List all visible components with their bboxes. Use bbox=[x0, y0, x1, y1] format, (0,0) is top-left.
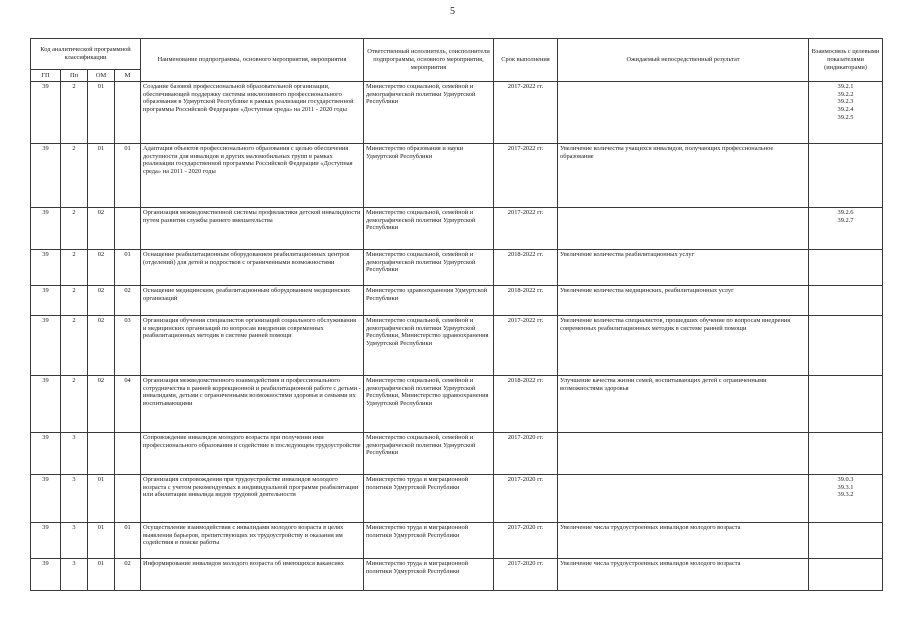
page-number: 5 bbox=[450, 6, 455, 17]
code-m-cell: 01 bbox=[115, 250, 141, 286]
name-header: Наименование подпрограммы, основного мероприятия, мероприятия bbox=[141, 39, 364, 82]
table-row bbox=[31, 250, 883, 286]
term-cell: 2017-2022 гг. bbox=[494, 144, 558, 208]
activity-name-cell: Оснащение медицинским, реабилитационным оборудованием медицинских организаций bbox=[141, 286, 364, 316]
pp-column-header: Пп bbox=[61, 70, 88, 82]
code-gp-cell: 39 bbox=[31, 475, 61, 523]
code-m-cell bbox=[115, 433, 141, 475]
table-row bbox=[31, 286, 883, 316]
code-pp-cell: 3 bbox=[61, 475, 88, 523]
indicators-cell bbox=[809, 475, 883, 523]
activity-name-cell: Оснащение реабилитационным оборудованием реабилитационных центров (отделений) для детей и подростков с ограниченными возможностями bbox=[141, 250, 364, 286]
code-m-cell bbox=[115, 208, 141, 250]
code-om-cell: 02 bbox=[88, 250, 115, 286]
indicator-code: 39.2.1 bbox=[837, 83, 854, 90]
code-om-cell: 02 bbox=[88, 208, 115, 250]
code-gp-cell: 39 bbox=[31, 559, 61, 591]
result-cell: Увеличение количества специалистов, прошедших обучение по вопросам внедрения современных реабилитационных методик в системе ранней помощи bbox=[558, 316, 809, 376]
indicator-code: 39.2.7 bbox=[837, 216, 854, 224]
indicators-cell bbox=[809, 286, 883, 316]
code-pp-cell: 2 bbox=[61, 316, 88, 376]
table-row bbox=[31, 475, 883, 523]
activity-name-cell: Организация межведомственной системы профилактики детской инвалидности путем развития службы раннего вмешательства bbox=[141, 208, 364, 250]
executor-cell: Министерство труда и миграционной политики Удмуртской Республики bbox=[364, 475, 494, 523]
result-cell bbox=[558, 433, 809, 475]
executor-cell: Министерство образования и науки Удмуртской Республики bbox=[364, 144, 494, 208]
indicator-code: 39.2.2 bbox=[837, 90, 854, 98]
m-column-header: М bbox=[115, 70, 141, 82]
code-om-cell: 02 bbox=[88, 286, 115, 316]
result-cell: Увеличение количества реабилитационных услуг bbox=[558, 250, 809, 286]
indicators-cell bbox=[809, 433, 883, 475]
code-om-cell: 02 bbox=[88, 376, 115, 433]
code-gp-cell: 39 bbox=[31, 316, 61, 376]
code-om-cell: 01 bbox=[88, 523, 115, 559]
table-row bbox=[31, 376, 883, 433]
term-cell: 2017-2022 гг. bbox=[494, 316, 558, 376]
executor-cell: Министерство социальной, семейной и демографической политики Удмуртской Республики bbox=[364, 433, 494, 475]
code-pp-cell: 3 bbox=[61, 433, 88, 475]
term-cell: 2017-2022 гг. bbox=[494, 82, 558, 144]
executor-cell: Министерство социальной, семейной и демографической политики Удмуртской Республики bbox=[364, 82, 494, 144]
result-header: Ожидаемый непосредственный результат bbox=[558, 39, 809, 82]
indicator-code: 39.3.1 bbox=[837, 483, 854, 491]
indicators-cell bbox=[809, 523, 883, 559]
activity-name-cell: Сопровождение инвалидов молодого возраста при получении ими профессионального образования и содействие в последующем трудоустройстве bbox=[141, 433, 364, 475]
om-column-header: ОМ bbox=[88, 70, 115, 82]
indicators-cell bbox=[809, 376, 883, 433]
code-pp-cell: 2 bbox=[61, 208, 88, 250]
code-om-cell: 01 bbox=[88, 82, 115, 144]
code-gp-cell: 39 bbox=[31, 376, 61, 433]
table-row bbox=[31, 523, 883, 559]
activity-name-cell: Организация сопровождения при трудоустройстве инвалидов молодого возраста с учетом рекомендуемых в индивидуальной программе реабилитации или абилитации инвалида видов трудовой деятельности bbox=[141, 475, 364, 523]
table-row bbox=[31, 559, 883, 591]
indicator-code: 39.2.6 bbox=[837, 209, 854, 216]
program-activities-table bbox=[30, 38, 883, 591]
term-cell: 2017-2020 гг. bbox=[494, 559, 558, 591]
executor-cell: Министерство социальной, семейной и демографической политики Удмуртской Республики, Министерство здравоохранения Удмуртской Республики bbox=[364, 376, 494, 433]
table-row bbox=[31, 433, 883, 475]
code-om-cell: 02 bbox=[88, 316, 115, 376]
term-header: Срок выполнения bbox=[494, 39, 558, 82]
code-gp-cell: 39 bbox=[31, 433, 61, 475]
code-om-cell bbox=[88, 433, 115, 475]
result-cell: Увеличение числа трудоустроенных инвалидов молодого возраста bbox=[558, 523, 809, 559]
activity-name-cell: Создание базовой профессиональной образовательной организации, обеспечивающей поддержку системы инклюзивного профессионального образования в Удмуртской Республике в рамках реализации государственной программы Российской Федерации «Доступная среда» на 2011 - 2020 годы bbox=[141, 82, 364, 144]
code-group-header: Код аналитической программной классификации bbox=[31, 39, 141, 70]
code-pp-cell: 2 bbox=[61, 144, 88, 208]
activity-name-cell: Организация межведомственного взаимодействия и профессионального сотрудничества в ранней коррекционной и реабилитационной работе с детьми - инвалидами, детьми с ограниченными возможностями здоровья и семьями их воспитывающими bbox=[141, 376, 364, 433]
indicators-cell bbox=[809, 250, 883, 286]
activity-name-cell: Адаптация объектов профессионального образования с целью обеспечения доступности для инвалидов и других маломобильных групп в рамках реализации государственной программы Российской Федерации «Доступная среда» на 2011 - 2020 годы bbox=[141, 144, 364, 208]
activity-name-cell: Информирование инвалидов молодого возраста об имеющихся вакансиях bbox=[141, 559, 364, 591]
result-cell: Увеличение количества медицинских, реабилитационных услуг bbox=[558, 286, 809, 316]
code-om-cell: 01 bbox=[88, 559, 115, 591]
executor-cell: Министерство труда и миграционной политики Удмуртской Республики bbox=[364, 523, 494, 559]
table-row bbox=[31, 82, 883, 144]
code-m-cell: 02 bbox=[115, 286, 141, 316]
gp-column-header: ГП bbox=[31, 70, 61, 82]
executor-cell: Министерство социальной, семейной и демографической политики Удмуртской Республики, Министерство здравоохранения Удмуртской Республики bbox=[364, 316, 494, 376]
code-gp-cell: 39 bbox=[31, 250, 61, 286]
code-gp-cell: 39 bbox=[31, 523, 61, 559]
code-m-cell: 01 bbox=[115, 523, 141, 559]
result-cell: Увеличение числа трудоустроенных инвалидов молодого возраста bbox=[558, 559, 809, 591]
code-m-cell: 02 bbox=[115, 559, 141, 591]
term-cell: 2017-2020 гг. bbox=[494, 433, 558, 475]
table-row bbox=[31, 316, 883, 376]
code-m-cell bbox=[115, 82, 141, 144]
code-pp-cell: 3 bbox=[61, 523, 88, 559]
result-cell bbox=[558, 475, 809, 523]
result-cell: Улучшение качества жизни семей, воспитывающих детей с ограниченными возможностями здоровья bbox=[558, 376, 809, 433]
indicators-cell bbox=[809, 316, 883, 376]
code-gp-cell: 39 bbox=[31, 82, 61, 144]
term-cell: 2018-2022 гг. bbox=[494, 286, 558, 316]
indicator-code: 39.2.5 bbox=[837, 113, 854, 121]
code-pp-cell: 2 bbox=[61, 82, 88, 144]
code-m-cell: 01 bbox=[115, 144, 141, 208]
result-cell bbox=[558, 82, 809, 144]
indicator-code: 39.3.2 bbox=[837, 491, 854, 499]
executor-cell: Министерство здравоохранения Удмуртской Республики bbox=[364, 286, 494, 316]
term-cell: 2017-2022 гг. bbox=[494, 208, 558, 250]
activity-name-cell: Организация обучения специалистов организаций социального обслуживания и медицинских организаций по вопросам внедрения современных реабилитационных методик в системе ранней помощи bbox=[141, 316, 364, 376]
code-gp-cell: 39 bbox=[31, 286, 61, 316]
term-cell: 2018-2022 гг. bbox=[494, 250, 558, 286]
executor-header: Ответственный исполнитель, соисполнители подпрограммы, основного мероприятия, мероприятия bbox=[364, 39, 494, 82]
result-cell: Увеличение количества учащихся инвалидов, получающих профессиональное образование bbox=[558, 144, 809, 208]
code-gp-cell: 39 bbox=[31, 144, 61, 208]
indicator-code: 39.2.3 bbox=[837, 98, 854, 106]
indicators-cell bbox=[809, 82, 883, 144]
code-pp-cell: 2 bbox=[61, 286, 88, 316]
code-om-cell: 01 bbox=[88, 475, 115, 523]
code-pp-cell: 2 bbox=[61, 376, 88, 433]
code-m-cell: 03 bbox=[115, 316, 141, 376]
term-cell: 2018-2022 гг. bbox=[494, 376, 558, 433]
executor-cell: Министерство социальной, семейной и демографической политики Удмуртской Республики bbox=[364, 250, 494, 286]
code-gp-cell: 39 bbox=[31, 208, 61, 250]
activity-name-cell: Осуществление взаимодействия с инвалидами молодого возраста в целях выявления барьеров, препятствующих их трудоустройству и оказания им содействия в поиске работы bbox=[141, 523, 364, 559]
term-cell: 2017-2020 гг. bbox=[494, 523, 558, 559]
code-m-cell bbox=[115, 475, 141, 523]
indicators-cell bbox=[809, 144, 883, 208]
indicator-code: 39.0.3 bbox=[837, 476, 854, 483]
code-pp-cell: 2 bbox=[61, 250, 88, 286]
executor-cell: Министерство социальной, семейной и демографической политики Удмуртской Республики bbox=[364, 208, 494, 250]
result-cell bbox=[558, 208, 809, 250]
indicator-code: 39.2.4 bbox=[837, 106, 854, 114]
table-row bbox=[31, 144, 883, 208]
code-m-cell: 04 bbox=[115, 376, 141, 433]
indicators-cell bbox=[809, 559, 883, 591]
indicators-cell bbox=[809, 208, 883, 250]
table-row bbox=[31, 208, 883, 250]
code-om-cell: 01 bbox=[88, 144, 115, 208]
indicator-link-header: Взаимосвязь с целевыми показателями (индикаторами) bbox=[809, 39, 883, 82]
code-pp-cell: 3 bbox=[61, 559, 88, 591]
term-cell: 2017-2020 гг. bbox=[494, 475, 558, 523]
executor-cell: Министерство труда и миграционной политики Удмуртской Республики bbox=[364, 559, 494, 591]
